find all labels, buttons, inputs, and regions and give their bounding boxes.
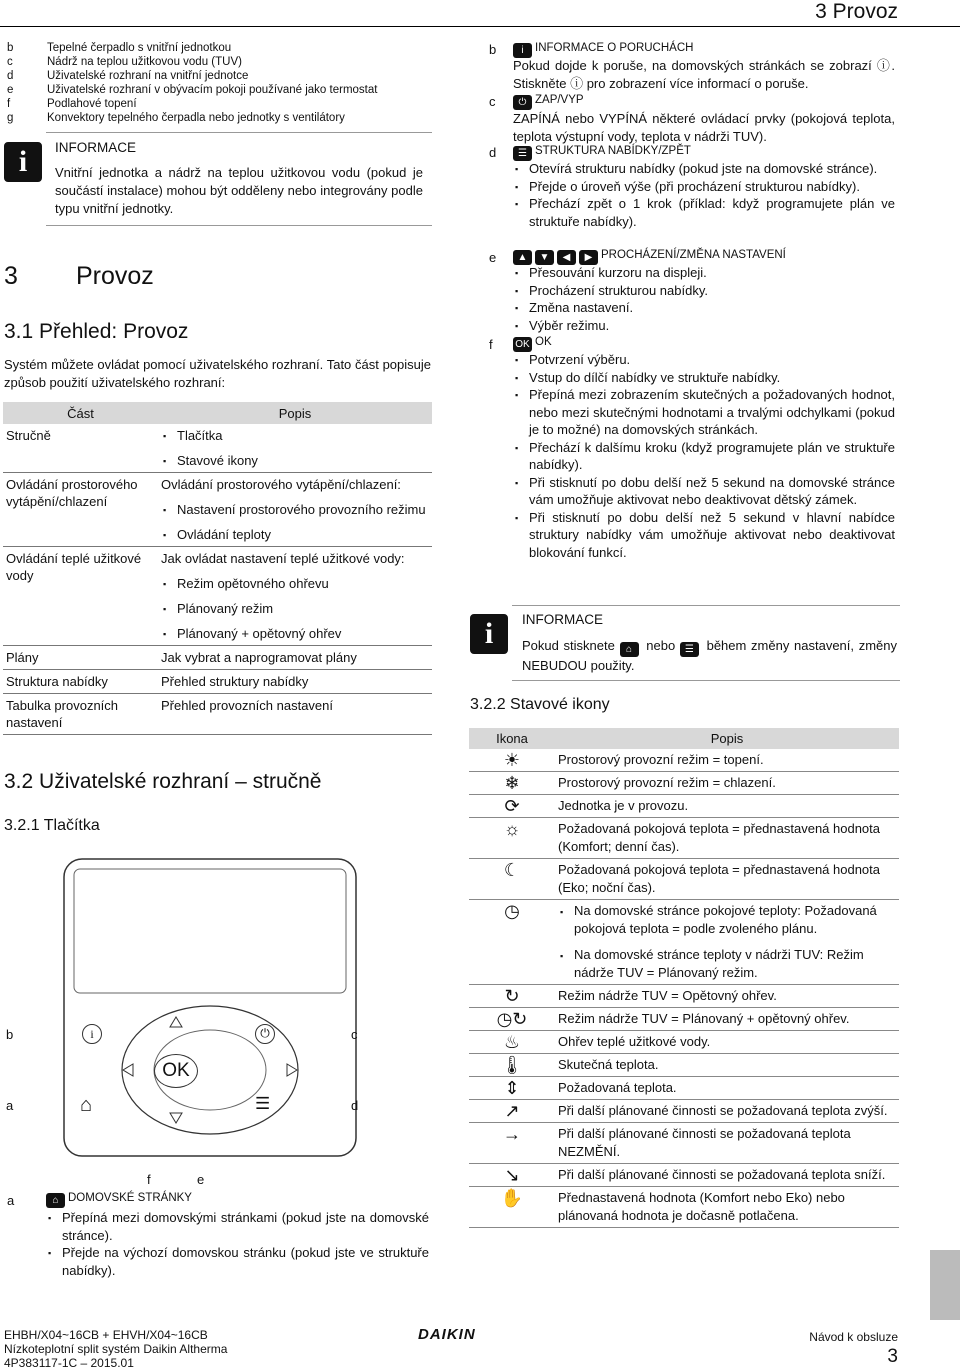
- table-row: Plány Jak vybrat a naprogramovat plány: [3, 646, 432, 670]
- ok-key-title: OK OK: [513, 336, 552, 352]
- subsection-title: 3.2.2 Stavové ikony: [470, 696, 610, 713]
- comfort-sun-icon: ☼: [469, 818, 555, 859]
- key-label: a: [7, 1193, 15, 1208]
- table-row: ☼ Požadovaná pokojová teplota = přednastavená hodnota (Komfort; denní čas).: [469, 818, 899, 859]
- legend-item: e Uživatelské rozhraní v obývacím pokoji používané jako termostat: [7, 84, 378, 96]
- thermometer-icon: 🌡: [469, 1054, 555, 1077]
- increase-icon: ↗: [469, 1100, 555, 1123]
- table-row: ☾ Požadovaná pokojová teplota = přednastavená hodnota (Eko; noční čas).: [469, 859, 899, 900]
- info-button[interactable]: i: [82, 1024, 102, 1044]
- table-header: Část: [3, 402, 158, 424]
- table-row: Ovládání prostorového vytápění/chlazení Ovládání prostorového vytápění/chlazení: ▪ Nastavení prostorového provozního režimu ▪ Ovládání teploty: [3, 473, 432, 547]
- table-row: ↘ Při další plánované činnosti se požadovaná teplota sníží.: [469, 1164, 899, 1187]
- info-rule-top: [512, 605, 900, 606]
- table-header: Popis: [158, 402, 432, 424]
- callout-label: d: [351, 1098, 359, 1113]
- callout-label: e: [197, 1172, 205, 1187]
- header-rule: [0, 26, 960, 27]
- table-row: ◷ ▪ Na domovské stránce pokojové teploty: Požadovaná pokojová teplota = podle zvoleného plánu. ▪ Na domovské stránce teploty v nádrži TUV: Režim nádrže TUV = Plánovaný režim.: [469, 900, 899, 985]
- scheduled-reheat-icon: ◷↻: [469, 1008, 555, 1031]
- table-row: ✋ Přednastavená hodnota (Komfort nebo Eko) nebo plánovaná hodnota je dočasně potlačena.: [469, 1187, 899, 1228]
- arrow-up-icon: ▲: [513, 250, 532, 265]
- control-panel-drawing: [60, 855, 360, 1160]
- info-icon: i: [470, 614, 508, 654]
- footer-docnum: 4P383117-1C – 2015.01: [4, 1356, 134, 1370]
- table-row: 🌡 Skutečná teplota.: [469, 1054, 899, 1077]
- sun-icon: ☀: [469, 749, 555, 772]
- callout-label: c: [351, 1027, 358, 1042]
- info-body: Pokud stisknete ⌂ nebo ☰ během změny nastavení, změny NEBUDOU použity.: [522, 638, 897, 673]
- home-icon: ⌂: [46, 1193, 65, 1208]
- legend-item: b Tepelné čerpadlo s vnitřní jednotkou: [7, 42, 232, 54]
- fault-key-desc: Pokud dojde k poruše, na domovských stránkách se zobrazí ⓘ. Stiskněte ⓘ pro zobrazení více informací o poruše.: [513, 58, 895, 91]
- section-title: 3.1 Přehled: Provoz: [4, 320, 189, 343]
- table-row: ◷↻ Režim nádrže TUV = Plánovaný + opětovný ohřev.: [469, 1008, 899, 1031]
- table-header: Popis: [555, 728, 899, 749]
- power-icon: ⏻: [513, 95, 532, 110]
- section-intro: Systém můžete ovládat pomocí uživatelského rozhraní. Tato část popisuje způsob použití uživatelského rozhraní:: [4, 357, 431, 390]
- table-row: ❄ Prostorový provozní režim = chlazení.: [469, 772, 899, 795]
- navigate-key-desc: ▪ Přesouvání kurzoru na displeji. ▪ Procházení strukturou nabídky. ▪ Změna nastavení. ▪ Výběr režimu.: [513, 264, 895, 334]
- onoff-key-desc: ZAPÍNÁ nebo VYPÍNÁ některé ovládací prvky (pokojová teplota, teplota výstupní vody, teplota v nádrži TUV).: [513, 111, 895, 144]
- subsection-title: 3.2.1 Tlačítka: [4, 817, 100, 834]
- arrow-left-icon: ◀: [557, 250, 576, 265]
- clock-icon: ◷: [469, 900, 555, 985]
- section-tab-marker: [930, 1250, 960, 1320]
- status-icons-table: [469, 728, 899, 1228]
- home-key-desc: ▪ Přepíná mezi domovskými stránkami (pokud jste na domovské stránce). ▪ Přejde na výchozí domovskou stránku (pokud jste ve struktuře nabídky).: [46, 1209, 429, 1279]
- menu-key-desc: ▪ Otevírá strukturu nabídky (pokud jste na domovské stránce). ▪ Přejde o úroveň výše (při procházení strukturou nabídky). ▪ Přechází zpět o 1 krok (příklad: když programujete plán ve struktuře nabídky).: [513, 160, 895, 230]
- legend-item: g Konvektory tepelného čerpadla nebo jednotky s ventilátory: [7, 112, 345, 124]
- arrow-right-icon: ▶: [579, 250, 598, 265]
- callout-label: f: [147, 1172, 151, 1187]
- info-rule-bottom: [512, 680, 900, 681]
- arrow-down-icon: ▼: [535, 250, 554, 265]
- rotate-icon: ⟳: [469, 795, 555, 818]
- table-row: ☀ Prostorový provozní režim = topení.: [469, 749, 899, 772]
- table-row: ↗ Při další plánované činnosti se požadovaná teplota zvýší.: [469, 1100, 899, 1123]
- table-row: Stručně ▪ Tlačítka ▪ Stavové ikony: [3, 424, 432, 473]
- key-label: e: [489, 250, 497, 265]
- key-label: b: [489, 42, 497, 57]
- section-title: 3.2 Uživatelské rozhraní – stručně: [4, 770, 322, 793]
- ok-button[interactable]: OK: [154, 1054, 198, 1088]
- chapter-number: 3: [4, 262, 18, 290]
- menu-icon: ☰: [680, 642, 699, 657]
- page-number: 3: [887, 1346, 898, 1367]
- table-row: ♨ Ohřev teplé užitkové vody.: [469, 1031, 899, 1054]
- menu-icon: ☰: [513, 146, 532, 161]
- info-rule-bottom: [46, 225, 432, 226]
- hand-icon: ✋: [469, 1187, 555, 1228]
- legend-item: c Nádrž na teplou užitkovou vodu (TUV): [7, 56, 242, 68]
- footer-doc-title: Návod k obsluze: [809, 1330, 898, 1344]
- chapter-header: 3 Provoz: [815, 0, 898, 23]
- ok-key-desc: ▪ Potvrzení výběru. ▪ Vstup do dílčí nabídky ve struktuře nabídky. ▪ Přepíná mezi zobrazením skutečných a požadovaných hodnot, nebo mezi skutečnými hodnotami a trvalými odchylkami (pokud je to možné) na domovských stránkách. ▪ Přechází k dalšímu kroku (když programujete plán ve struktuře nabídky). ▪ Při stisknutí po dobu delší než 5 sekund na domovské stránce vám umožňuje aktivovat nebo deaktivovat dětský zámek. ▪ Při stisknutí po dobu delší než 5 sekund v hlavní nabídce struktury nabídky vám umožňuje aktivovat nebo deaktivovat blokování funkcí.: [513, 351, 895, 561]
- info-title: INFORMACE: [55, 140, 136, 155]
- key-label: c: [489, 94, 496, 109]
- home-key-title: ⌂ DOMOVSKÉ STRÁNKY: [46, 1192, 192, 1208]
- moon-icon: ☾: [469, 859, 555, 900]
- table-row: ⟳ Jednotka je v provozu.: [469, 795, 899, 818]
- brand-logo: DAIKIN: [418, 1326, 476, 1343]
- menu-back-button[interactable]: ☰: [255, 1094, 271, 1113]
- info-rule-top: [46, 132, 432, 133]
- unchanged-icon: →: [469, 1123, 555, 1164]
- legend-item: f Podlahové topení: [7, 98, 137, 110]
- info-icon: i: [4, 142, 42, 182]
- table-row: ↻ Režim nádrže TUV = Opětovný ohřev.: [469, 985, 899, 1008]
- power-button[interactable]: ⏻: [255, 1024, 275, 1044]
- onoff-key-title: ⏻ ZAP/VYP: [513, 94, 584, 110]
- info-body: Vnitřní jednotka a nádrž na teplou užitkovou vodu (pokud je součástí instalace) mohou být odděleny nebo integrovány podle typu vnitřní jednotky.: [55, 165, 423, 216]
- footer-model: EHBH/X04~16CB + EHVH/X04~16CB: [4, 1328, 208, 1342]
- table-row: ⇕ Požadovaná teplota.: [469, 1077, 899, 1100]
- table-row: Ovládání teplé užitkové vody Jak ovládat nastavení teplé užitkové vody: ▪ Režim opětovného ohřevu ▪ Plánovaný režim ▪ Plánovaný + opětovný ohřev: [3, 547, 432, 646]
- key-label: f: [489, 337, 493, 352]
- decrease-icon: ↘: [469, 1164, 555, 1187]
- table-row: Tabulka provozních nastavení Přehled provozních nastavení: [3, 694, 432, 735]
- info-title: INFORMACE: [522, 612, 603, 627]
- table-row: → Při další plánované činnosti se požadovaná teplota NEZMĚNÍ.: [469, 1123, 899, 1164]
- snowflake-icon: ❄: [469, 772, 555, 795]
- legend-item: d Uživatelské rozhraní na vnitřní jednotce: [7, 70, 249, 82]
- menu-key-title: ☰ STRUKTURA NABÍDKY/ZPĚT: [513, 145, 691, 161]
- info-icon: i: [513, 43, 532, 58]
- overview-table: [3, 402, 432, 735]
- home-icon: ⌂: [620, 642, 639, 657]
- target-temp-icon: ⇕: [469, 1077, 555, 1100]
- ok-icon: OK: [513, 337, 532, 352]
- callout-label: b: [6, 1027, 14, 1042]
- callout-label: a: [6, 1098, 14, 1113]
- fault-key-title: i INFORMACE O PORUCHÁCH: [513, 42, 693, 58]
- home-button[interactable]: ⌂: [80, 1094, 93, 1116]
- hot-water-icon: ♨: [469, 1031, 555, 1054]
- navigate-key-title: ▲ ▼ ◀ ▶ PROCHÁZENÍ/ZMĚNA NASTAVENÍ: [513, 249, 786, 265]
- key-label: d: [489, 145, 497, 160]
- footer-system: Nízkoteplotní split systém Daikin Altherma: [4, 1342, 228, 1356]
- table-header: Ikona: [469, 728, 555, 749]
- table-row: Struktura nabídky Přehled struktury nabídky: [3, 670, 432, 694]
- reheat-icon: ↻: [469, 985, 555, 1008]
- chapter-title: Provoz: [76, 262, 154, 290]
